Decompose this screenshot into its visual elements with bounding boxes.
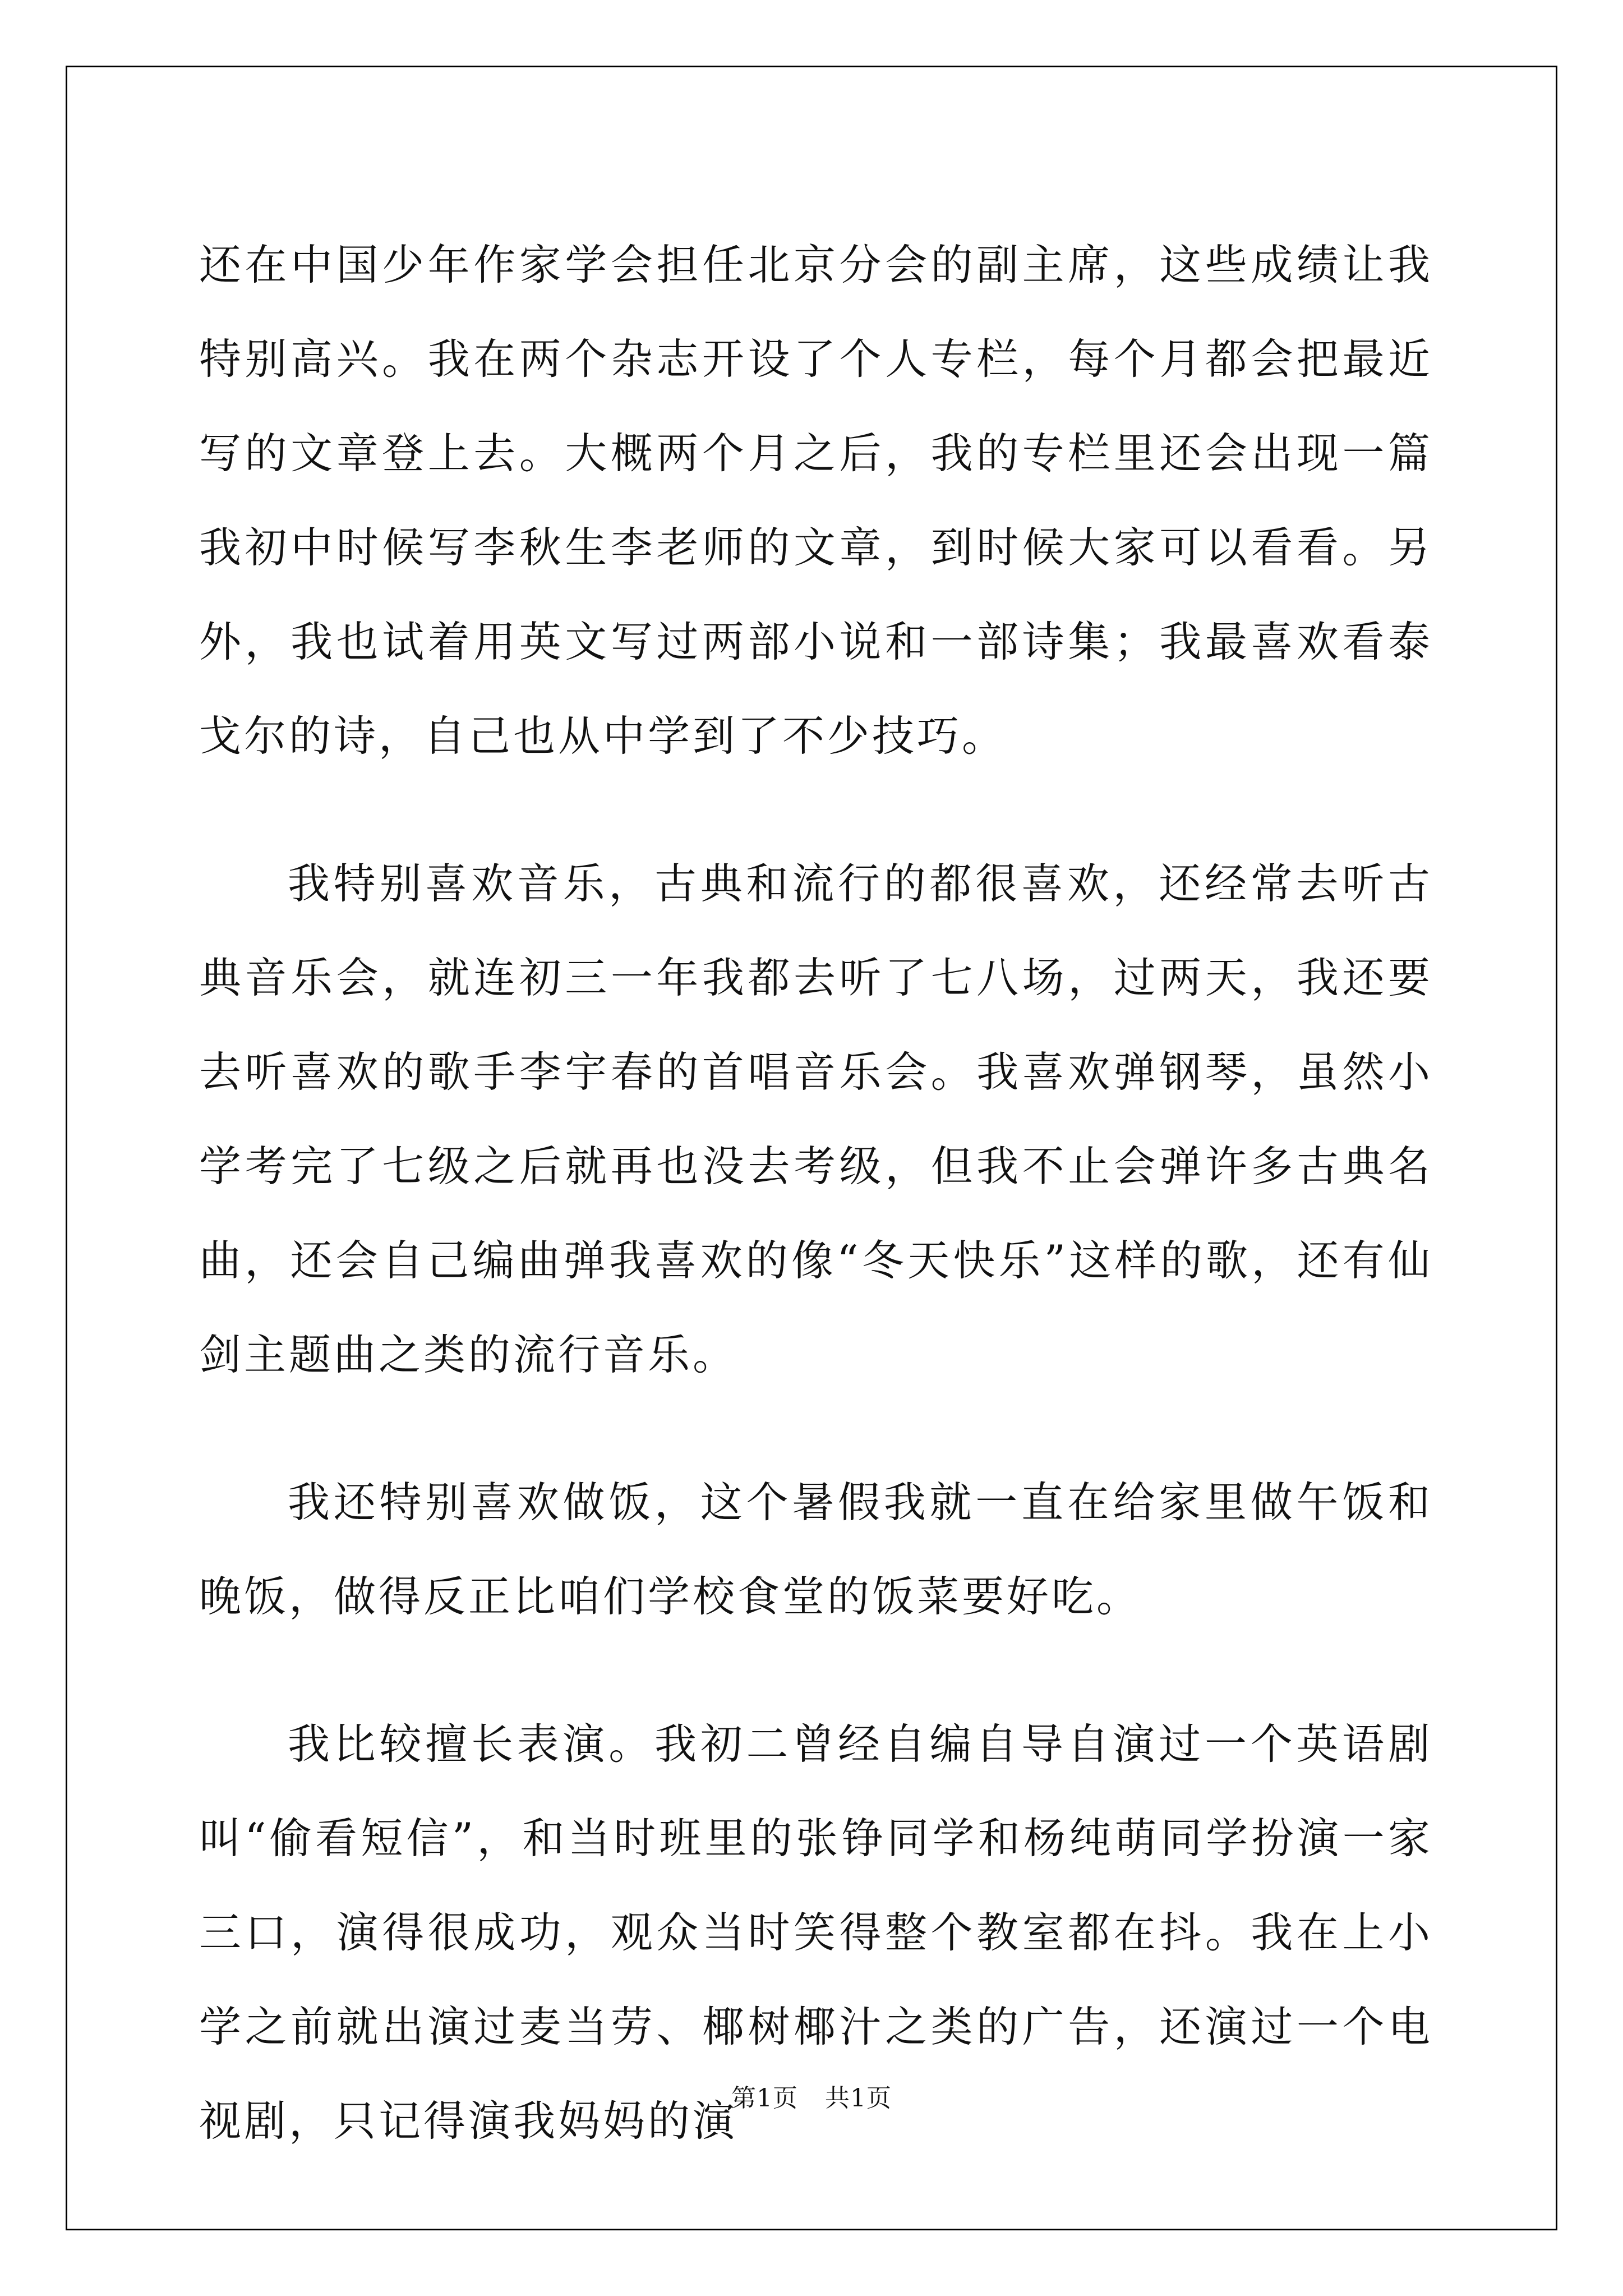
- document-body: [199, 218, 1433, 2221]
- page-number-total: 共1页: [825, 2084, 892, 2113]
- page-number-current: 第1页: [731, 2084, 798, 2113]
- paragraph-3: 我还特别喜欢做饭，这个暑假我就一直在给家里做午饭和晚饭，做得反正比咱们学校食堂的饭菜要好吃。: [199, 1478, 1433, 1621]
- paragraph-2: 我特别喜欢音乐，古典和流行的都很喜欢，还经常去听古典音乐会，就连初三一年我都去听了七八场，过两天，我还要去听喜欢的歌手李宇春的首唱音乐会。我喜欢弹钢琴，虽然小学考完了七级之后就再也没去考级，但我不止会弹许多古典名曲，还会自己编曲弹我喜欢的像“冬天快乐”这样的歌，还有仙剑主题曲之类的流行音乐。: [199, 859, 1433, 1379]
- paragraph-1: 还在中国少年作家学会担任北京分会的副主席，这些成绩让我特别高兴。我在两个杂志开设了个人专栏，每个月都会把最近写的文章登上去。大概两个月之后，我的专栏里还会出现一篇我初中时候写李秋生李老师的文章，到时候大家可以看看。另外，我也试着用英文写过两部小说和一部诗集；我最喜欢看泰戈尔的诗，自己也从中学到了不少技巧。: [199, 240, 1433, 761]
- page-footer: [0, 2078, 1623, 2114]
- paragraph-4: 我比较擅长表演。我初二曾经自编自导自演过一个英语剧叫“偷看短信”，和当时班里的张铮同学和杨纯萌同学扮演一家三口，演得很成功，观众当时笑得整个教室都在抖。我在上小学之前就出演过麦当劳、椰树椰汁之类的广告，还演过一个电视剧，只记得演我妈妈的演: [199, 1719, 1433, 2146]
